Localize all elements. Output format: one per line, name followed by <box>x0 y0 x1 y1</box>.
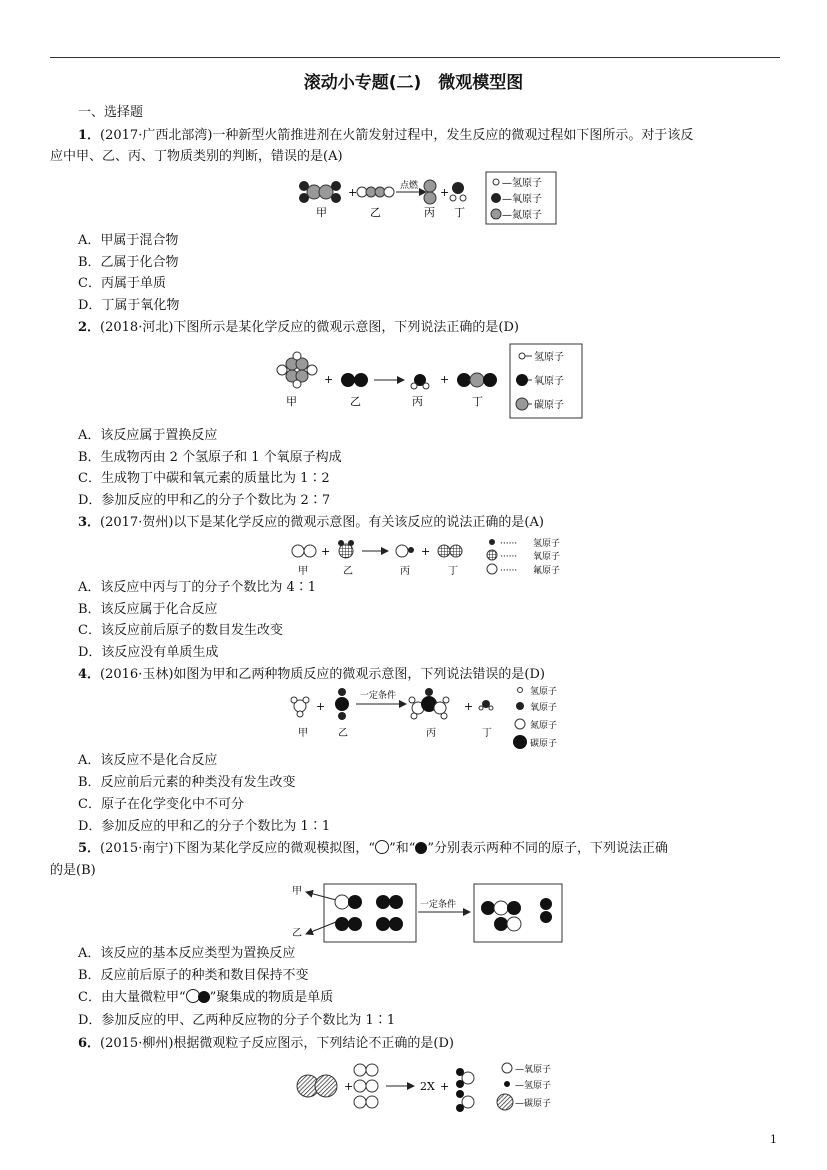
header-rule <box>50 57 780 58</box>
q2-option-b: B．生成物丙由 2 个氢原子和 1 个氧原子构成 <box>78 450 342 465</box>
svg-text:甲: 甲 <box>316 206 327 219</box>
svg-text:氧原子: 氧原子 <box>533 552 561 562</box>
q2-option-a: A．该反应属于置换反应 <box>78 428 218 443</box>
svg-text:+: + <box>324 373 334 386</box>
svg-text:氧原子: 氧原子 <box>530 703 558 713</box>
q3-option-c: C．该反应前后原子的数目发生改变 <box>78 623 283 638</box>
question-1-cont: 应中甲、乙、丙、丁物质类别的判断，错误的是(A) <box>50 149 343 164</box>
svg-text:一定条件: 一定条件 <box>420 900 457 910</box>
svg-text:乙: 乙 <box>338 728 348 739</box>
question-2: 2．(2018·河北)下图所示是某化学反应的微观示意图，下列说法正确的是(D) <box>78 320 519 335</box>
svg-text:+: + <box>440 373 450 386</box>
q2-option-d: D．参加反应的甲和乙的分子个数比为 2∶7 <box>78 493 331 508</box>
svg-text:+: + <box>464 700 474 713</box>
q1-option-b: B．乙属于化合物 <box>78 255 179 270</box>
svg-text:碳原子: 碳原子 <box>534 400 564 411</box>
svg-text:一定条件: 一定条件 <box>360 691 397 701</box>
q5-option-a: A．该反应的基本反应类型为置换反应 <box>78 946 296 961</box>
svg-text:—氧原子: —氧原子 <box>502 194 542 205</box>
svg-text:+: + <box>316 700 326 713</box>
svg-text:······: ······ <box>500 566 518 576</box>
q1-option-a: A．甲属于混合物 <box>78 233 179 248</box>
black-atom-icon <box>415 842 427 854</box>
q2-option-c: C．生成物丁中碳和氧元素的质量比为 1∶2 <box>78 471 330 486</box>
svg-text:乙: 乙 <box>370 206 381 219</box>
svg-text:丙: 丙 <box>400 566 410 577</box>
svg-text:氧原子: 氧原子 <box>534 376 564 387</box>
q3-option-a: A．该反应中丙与丁的分子个数比为 4∶1 <box>78 580 317 595</box>
svg-text:丙: 丙 <box>412 395 423 408</box>
svg-text:氮原子: 氮原子 <box>530 721 558 731</box>
section-heading: 一、选择题 <box>78 105 144 120</box>
question-4: 4．(2016·玉林)如图为甲和乙两种物质反应的微观示意图，下列说法错误的是(D) <box>78 667 545 682</box>
svg-text:······: ······ <box>500 539 518 549</box>
svg-text:乙: 乙 <box>343 566 353 577</box>
svg-text:丁: 丁 <box>482 728 492 739</box>
svg-text:氢原子: 氢原子 <box>534 352 564 363</box>
figure-q1 <box>290 170 560 226</box>
figure-q4 <box>284 686 574 752</box>
svg-text:+: + <box>421 545 431 558</box>
svg-text:甲: 甲 <box>298 566 308 577</box>
svg-text:甲: 甲 <box>292 886 302 897</box>
q1-option-c: C．丙属于单质 <box>78 276 166 291</box>
figure-q5 <box>290 880 570 946</box>
question-5-cont: 的是(B) <box>50 863 96 878</box>
svg-text:点燃: 点燃 <box>400 181 419 191</box>
figure-q3 <box>288 536 578 580</box>
q5-option-d: D．参加反应的甲、乙两种反应物的分子个数比为 1∶1 <box>78 1013 396 1028</box>
svg-text:甲: 甲 <box>298 728 308 739</box>
svg-text:丙: 丙 <box>426 728 436 739</box>
figure-q6 <box>292 1060 582 1114</box>
svg-text:······: ······ <box>500 552 518 562</box>
svg-text:氢原子: 氢原子 <box>533 539 561 549</box>
svg-text:—氮原子: —氮原子 <box>502 210 542 221</box>
svg-text:—氧原子: —氧原子 <box>515 1065 552 1075</box>
svg-text:—碳原子: —碳原子 <box>515 1099 552 1109</box>
q1-option-d: D．丁属于氧化物 <box>78 298 180 313</box>
q5-option-c: C．由大量微粒甲“ ”聚集成的物质是单质 <box>78 990 334 1005</box>
svg-text:+: + <box>321 545 331 558</box>
svg-text:+: + <box>440 186 450 199</box>
page-title: 滚动小专题(二) 微观模型图 <box>303 73 524 93</box>
q5-option-b: B．反应前后原子的种类和数目保持不变 <box>78 968 309 983</box>
svg-text:乙: 乙 <box>292 928 302 939</box>
q3-option-b: B．该反应属于化合反应 <box>78 602 218 617</box>
svg-text:丁: 丁 <box>454 206 465 219</box>
white-atom-icon <box>375 840 389 854</box>
svg-text:氢原子: 氢原子 <box>530 687 558 697</box>
question-6: 6．(2015·柳州)根据微观粒子反应图示，下列结论不正确的是(D) <box>78 1036 454 1051</box>
black-atom-icon <box>198 991 210 1003</box>
q4-option-b: B．反应前后元素的种类没有发生改变 <box>78 775 296 790</box>
figure-q2 <box>268 342 588 422</box>
svg-text:氟原子: 氟原子 <box>533 566 561 576</box>
svg-text:乙: 乙 <box>350 395 361 408</box>
question-1: 1．(2017·广西北部湾)一种新型火箭推进剂在火箭发射过程中，发生反应的微观过程如下图所示。对于该反 <box>78 128 694 143</box>
svg-text:丙: 丙 <box>424 206 435 219</box>
svg-text:—氢原子: —氢原子 <box>502 178 542 189</box>
svg-text:丁: 丁 <box>448 566 458 577</box>
q4-option-d: D．参加反应的甲和乙的分子个数比为 1∶1 <box>78 819 331 834</box>
question-3: 3．(2017·贺州)以下是某化学反应的微观示意图。有关该反应的说法正确的是(A) <box>78 515 544 530</box>
question-5: 5．(2015·南宁)下图为某化学反应的微观模拟图，“ ”和“ ”分别表示两种不同的原子，下列说法正确 <box>78 841 669 856</box>
q4-option-c: C．原子在化学变化中不可分 <box>78 797 244 812</box>
svg-text:甲: 甲 <box>286 395 297 408</box>
page-number: 1 <box>770 1133 777 1146</box>
svg-text:+: + <box>344 1080 354 1093</box>
svg-text:丁: 丁 <box>472 395 483 408</box>
svg-text:—氢原子: —氢原子 <box>515 1081 552 1091</box>
svg-text:+: + <box>440 1080 450 1093</box>
q4-option-a: A．该反应不是化合反应 <box>78 753 218 768</box>
svg-text:2X: 2X <box>420 1080 435 1093</box>
svg-text:+: + <box>348 186 358 199</box>
q3-option-d: D．该反应没有单质生成 <box>78 645 219 660</box>
svg-text:碳原子: 碳原子 <box>530 739 558 749</box>
